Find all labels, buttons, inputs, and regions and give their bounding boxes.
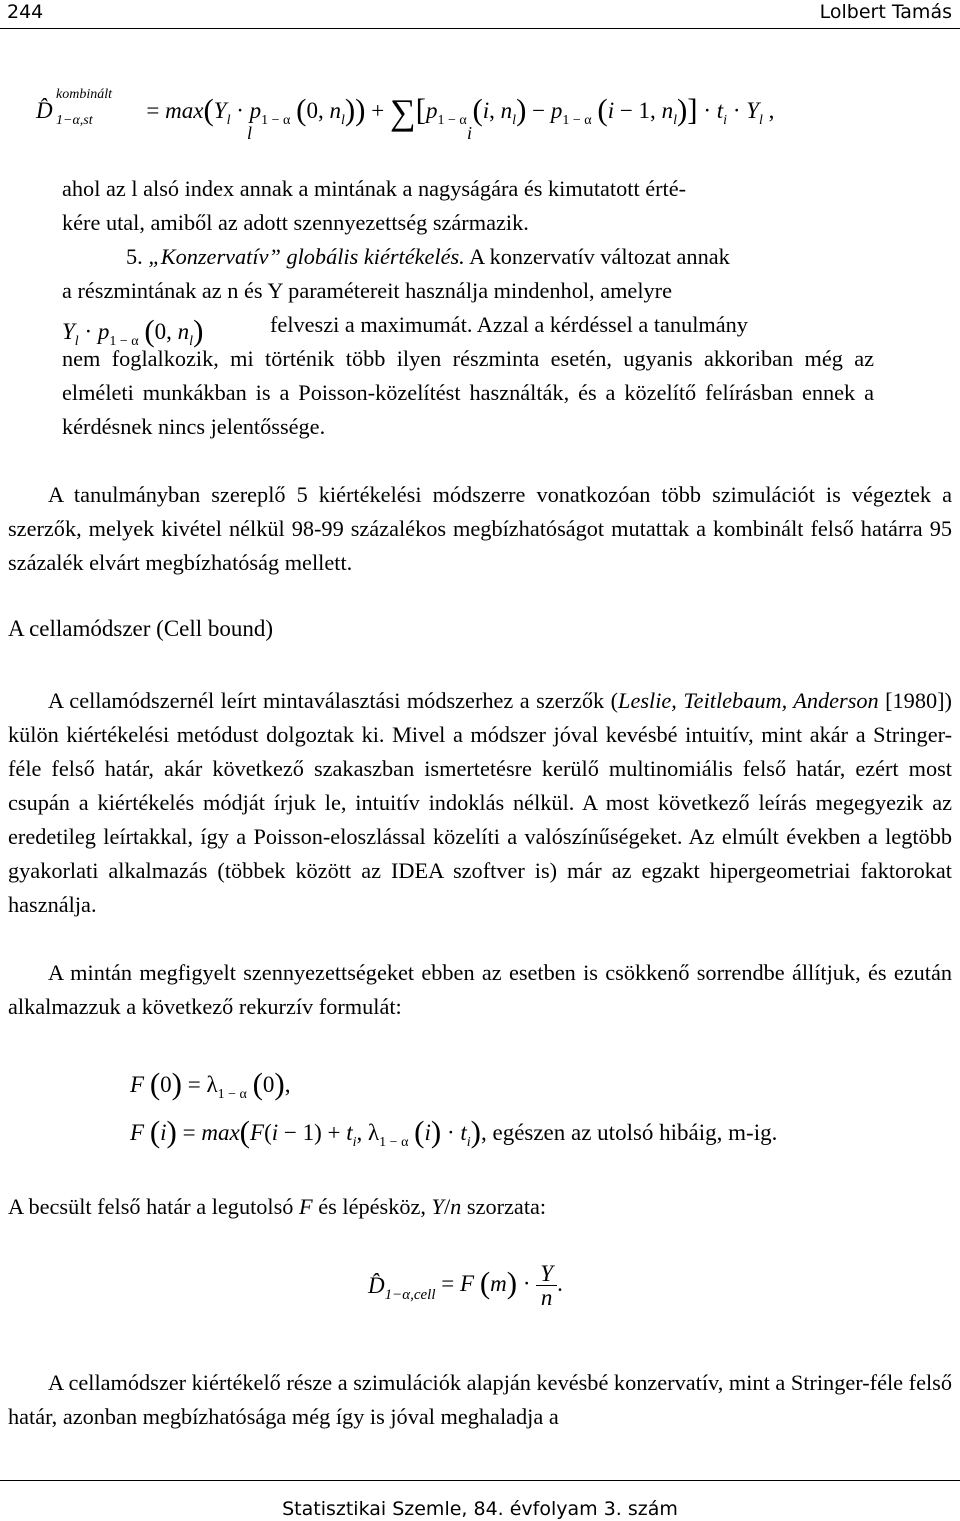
equation-max-subscript: l xyxy=(247,123,253,143)
item4-continuation-line2: kére utal, amiből az adott szennyezettség származik. xyxy=(62,210,529,235)
citation-authors: Leslie, Teitlebaum, Anderson xyxy=(618,688,879,713)
item5-title: „Konzervatív” globális kiértékelés. xyxy=(148,244,465,269)
footer-rule xyxy=(0,1480,960,1481)
item5-line3: felveszi a maximumát. Azzal a kérdéssel a tanulmány xyxy=(270,312,748,337)
equation-condition: egészen az utolsó hibáig, m-ig. xyxy=(492,1120,778,1145)
running-footer xyxy=(0,1480,960,1521)
item4-continuation-line1: ahol az l alsó index annak a mintának a nagyságára és kimutatott érté- xyxy=(62,176,687,201)
section-heading: A cellamódszer (Cell bound) xyxy=(8,616,274,641)
header-rule xyxy=(0,28,960,29)
item5-number: 5. xyxy=(126,244,143,269)
equation-F0: F $(0) = \lambda_{1 - \alpha}$ (0), xyxy=(130,1066,291,1102)
running-header xyxy=(0,0,960,28)
page-number: 244 xyxy=(7,1,44,23)
paragraph-simulations: A tanulmányban szereplő 5 kiértékelési módszerre vonatkozóan több szimulációt is végeztek a szerzők, melyek kivétel nélkül 98-99 százalékos megbízhatóságot mutattak a kombinált felső határra 95 százalék elvárt megbízhatóság mellett. xyxy=(8,482,952,575)
item5-inline-formula: $Y_l \cdot p_{1 - \alpha}$ (0, $n_l$) xyxy=(62,313,204,349)
equation-Fi: F $(i) = \max(F(i - 1) + t_i$, $\lambda_{1 - \alpha}$ $(i) \cdot t_i$), egészen az utolsó hibáig, m-ig. xyxy=(130,1114,778,1150)
paragraph-estimated-upper-bound: A becsült felső határ a legutolsó F és lépésköz, Y/n szorzata: xyxy=(8,1194,547,1219)
paragraph-conclusion: A cellamódszer kiértékelő része a szimulációk alapján kevésbé konzervatív, mint a Stringer-féle felső határ, azonban megbízhatósága még így is jóval meghaladja a xyxy=(8,1370,952,1429)
journal-title: Statisztikai Szemle, 84. évfolyam 3. szám xyxy=(282,1498,678,1520)
item5-text: A konzervatív változat annak xyxy=(469,244,730,269)
item5-first-line xyxy=(126,240,874,274)
equation-combined-st: D̂ kombinált 1−α,st = $\max(Y_l \cdot p_{1 - \alpha}$ (0, $n_l)) + \sum[p_{1 - \alpha}$ (i, $n_l) - p_{1 - \alpha}$ (i − 1, $n_l)] \cdot t_i \cdot Y_l$ , xyxy=(36,87,775,132)
item5-rest: nem foglalkozik, mi történik több ilyen részminta esetén, ugyanis akkoriban még az elméleti munkákban is a Poisson-közelítést használták, és a közelítő felírásban ennek a kérdésnek nincs jelentőssége. xyxy=(62,346,874,439)
running-author: Lolbert Tamás xyxy=(819,1,952,23)
equation-D-cell: $D̂_{1-\alpha,cell} = F$ (m) · $\frac{Y}{n}$ . xyxy=(368,1261,563,1310)
equation-sum-subscript: i xyxy=(467,123,473,143)
paragraph-recursive-formula: A mintán megfigyelt szennyezettségeket ebben az esetben is csökkenő sorrendbe állítjuk, és ezután alkalmazzuk a következő rekurzív formulát: xyxy=(8,960,952,1019)
item5-line2: a részmintának az n és Y paramétereit használja mindenhol, amelyre xyxy=(62,278,672,303)
paragraph-cell-method: A cellamódszernél leírt mintaválasztási módszerhez a szerzők (Leslie, Teitlebaum, Anderson [1980]) külön kiértékelési metódust dolgoztak ki. Mivel a módszer jóval kevésbé intuitív, mint akár a Stringer-féle felső határ, akár következő szakaszban ismertetésre kerülő multinomiális felső határ, ezért most csupán a kiértékelés módját írjuk le, intuitív indoklás nélkül. A most következő leírás megegyezik az eredetileg leírtakkal, így a Poisson-eloszlással közelíti a valószínűségeket. Az elmúlt években a legtöbb gyakorlati alkalmazás (többek között az IDEA szoftver is) már az egzakt hipergeometriai faktorokat használja. xyxy=(8,688,952,917)
